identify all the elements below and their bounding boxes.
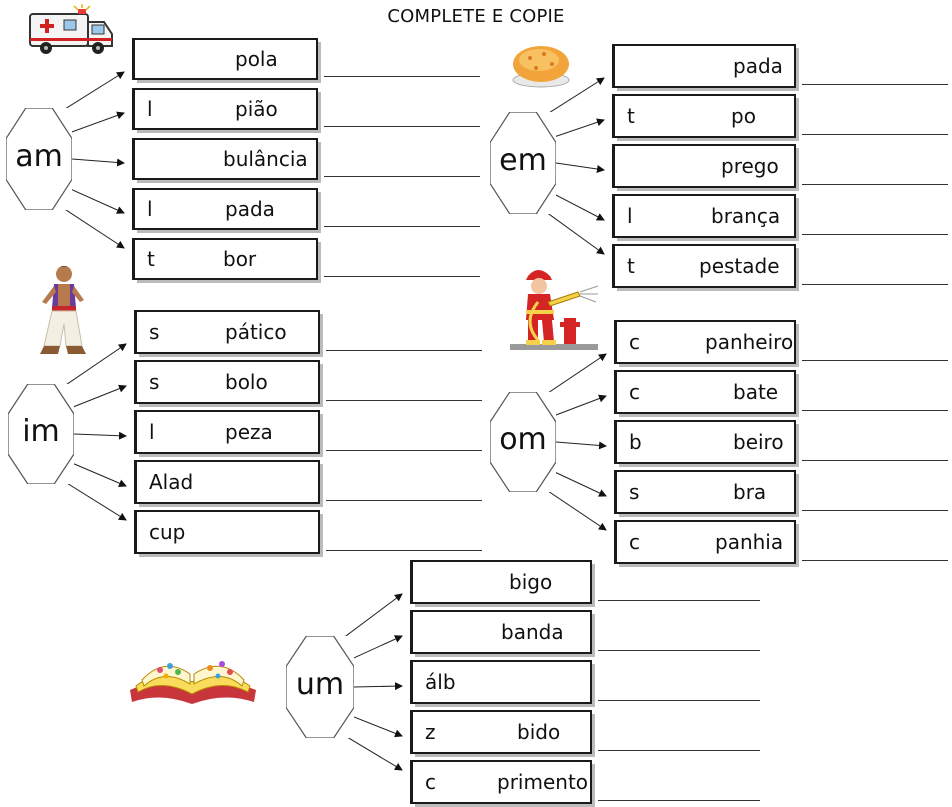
word-prefix: t bbox=[627, 254, 635, 278]
copy-line[interactable] bbox=[326, 350, 482, 351]
copy-line[interactable] bbox=[598, 750, 760, 751]
word-prefix: álb bbox=[425, 670, 456, 694]
syllable-octagon-em bbox=[490, 112, 556, 214]
word-box[interactable] bbox=[134, 310, 320, 354]
copy-line[interactable] bbox=[598, 650, 760, 651]
copy-line[interactable] bbox=[326, 400, 482, 401]
syllable-octagon-im bbox=[8, 384, 74, 484]
syllable-label: im bbox=[22, 414, 60, 449]
word-box[interactable] bbox=[132, 188, 318, 230]
word-box[interactable] bbox=[132, 138, 318, 180]
copy-line[interactable] bbox=[802, 234, 948, 235]
word-box[interactable] bbox=[410, 710, 592, 754]
copy-line[interactable] bbox=[598, 600, 760, 601]
copy-line[interactable] bbox=[802, 360, 948, 361]
word-suffix: brança bbox=[711, 204, 781, 228]
copy-line[interactable] bbox=[324, 176, 480, 177]
word-prefix: t bbox=[147, 247, 155, 271]
syllable-label: um bbox=[295, 667, 345, 702]
word-box[interactable] bbox=[612, 44, 796, 88]
connector-arrow bbox=[354, 686, 402, 687]
syllable-label: om bbox=[499, 422, 547, 457]
page-title: COMPLETE E COPIE bbox=[387, 6, 565, 27]
copy-line[interactable] bbox=[326, 500, 482, 501]
word-prefix: cup bbox=[149, 520, 186, 544]
word-suffix: bigo bbox=[509, 570, 553, 594]
word-box[interactable] bbox=[614, 320, 796, 364]
connector-arrow bbox=[556, 442, 606, 446]
word-box[interactable] bbox=[612, 144, 796, 188]
word-prefix: Alad bbox=[149, 470, 194, 494]
word-box[interactable] bbox=[134, 360, 320, 404]
word-suffix: pada bbox=[225, 197, 275, 221]
word-box[interactable] bbox=[612, 194, 796, 238]
word-suffix: pola bbox=[235, 47, 278, 71]
pie-icon bbox=[508, 40, 574, 90]
word-prefix: c bbox=[629, 530, 640, 554]
copy-line[interactable] bbox=[324, 76, 480, 77]
word-suffix: beiro bbox=[733, 430, 784, 454]
word-box[interactable] bbox=[132, 88, 318, 130]
word-prefix: z bbox=[425, 720, 436, 744]
word-prefix: l bbox=[147, 97, 153, 121]
word-box[interactable] bbox=[410, 760, 592, 804]
firefighter-icon bbox=[508, 262, 600, 352]
word-suffix: banda bbox=[501, 620, 564, 644]
word-box[interactable] bbox=[134, 410, 320, 454]
word-suffix: panhia bbox=[715, 530, 784, 554]
copy-line[interactable] bbox=[324, 226, 480, 227]
copy-line[interactable] bbox=[802, 284, 948, 285]
word-suffix: bor bbox=[223, 247, 257, 271]
word-suffix: primento bbox=[497, 770, 589, 794]
ambulance-icon bbox=[28, 4, 114, 56]
word-prefix: s bbox=[149, 370, 160, 394]
word-prefix: l bbox=[149, 420, 155, 444]
word-box[interactable] bbox=[132, 38, 318, 80]
connector-arrow bbox=[556, 163, 604, 170]
copy-line[interactable] bbox=[802, 410, 948, 411]
copy-line[interactable] bbox=[326, 550, 482, 551]
word-suffix: pestade bbox=[699, 254, 780, 278]
word-prefix: l bbox=[147, 197, 153, 221]
word-suffix: bate bbox=[733, 380, 779, 404]
word-box[interactable] bbox=[132, 238, 318, 280]
copy-line[interactable] bbox=[326, 450, 482, 451]
word-suffix: po bbox=[731, 104, 756, 128]
copy-line[interactable] bbox=[802, 460, 948, 461]
word-suffix: pático bbox=[225, 320, 287, 344]
word-prefix: c bbox=[629, 330, 640, 354]
word-prefix: l bbox=[627, 204, 633, 228]
syllable-label: em bbox=[499, 143, 547, 178]
copy-line[interactable] bbox=[598, 800, 760, 801]
word-prefix: s bbox=[149, 320, 160, 344]
word-prefix: s bbox=[629, 480, 640, 504]
word-box[interactable] bbox=[614, 370, 796, 414]
word-box[interactable] bbox=[614, 420, 796, 464]
word-suffix: bido bbox=[517, 720, 561, 744]
copy-line[interactable] bbox=[802, 510, 948, 511]
copy-line[interactable] bbox=[802, 560, 948, 561]
word-box[interactable] bbox=[612, 94, 796, 138]
word-box[interactable] bbox=[134, 510, 320, 554]
syllable-octagon-am bbox=[6, 108, 72, 210]
syllable-label: am bbox=[15, 139, 63, 174]
open-book-icon bbox=[126, 640, 260, 710]
syllable-octagon-um bbox=[286, 636, 354, 738]
aladdin-icon bbox=[30, 262, 94, 360]
word-suffix: prego bbox=[721, 154, 779, 178]
word-box[interactable] bbox=[614, 520, 796, 564]
word-suffix: bulância bbox=[223, 147, 308, 171]
word-prefix: c bbox=[425, 770, 436, 794]
word-suffix: panheiro bbox=[705, 330, 794, 354]
word-box[interactable] bbox=[410, 660, 592, 704]
copy-line[interactable] bbox=[802, 184, 948, 185]
word-suffix: bolo bbox=[225, 370, 268, 394]
word-prefix: c bbox=[629, 380, 640, 404]
copy-line[interactable] bbox=[802, 84, 948, 85]
copy-line[interactable] bbox=[324, 276, 480, 277]
word-prefix: t bbox=[627, 104, 635, 128]
word-box[interactable] bbox=[612, 244, 796, 288]
copy-line[interactable] bbox=[598, 700, 760, 701]
word-prefix: b bbox=[629, 430, 642, 454]
connector-arrow bbox=[74, 434, 126, 436]
word-suffix: pada bbox=[733, 54, 783, 78]
connector-arrow bbox=[72, 159, 124, 163]
word-suffix: bra bbox=[733, 480, 767, 504]
word-suffix: peza bbox=[225, 420, 273, 444]
copy-line[interactable] bbox=[802, 134, 948, 135]
word-box[interactable] bbox=[134, 460, 320, 504]
word-box[interactable] bbox=[614, 470, 796, 514]
word-suffix: pião bbox=[235, 97, 278, 121]
syllable-octagon-om bbox=[490, 392, 556, 492]
copy-line[interactable] bbox=[324, 126, 480, 127]
word-box[interactable] bbox=[410, 610, 592, 654]
word-box[interactable] bbox=[410, 560, 592, 604]
